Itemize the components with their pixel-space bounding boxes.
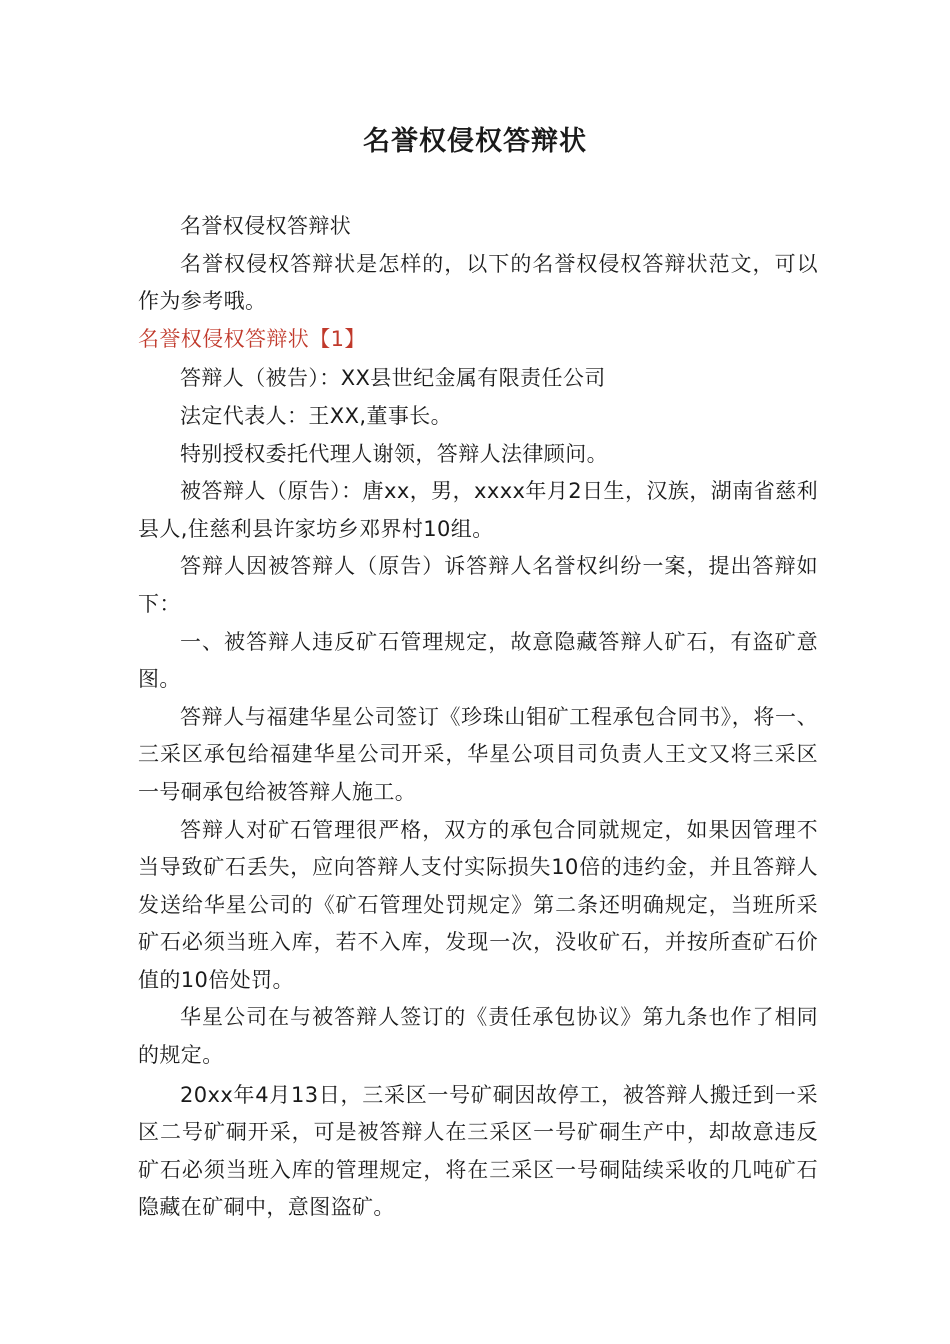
agreement-paragraph: 华星公司在与被答辩人签订的《责任承包协议》第九条也作了相同的规定。: [138, 1005, 818, 1068]
agent-paragraph: 特别授权委托代理人谢领，答辩人法律顾问。: [180, 441, 608, 466]
point-one-paragraph: 一、被答辩人违反矿石管理规定，故意隐藏答辩人矿石，有盗矿意图。: [138, 629, 818, 692]
plaintiff-paragraph: 被答辩人（原告）：唐xx，男，xxxx年月2日生，汉族，湖南省慈利县人,住慈利县许家坊乡邓界村10组。: [138, 479, 818, 541]
reply-intro-paragraph: 答辩人因被答辩人（原告）诉答辩人名誉权纠纷一案，提出答辩如下：: [138, 554, 818, 616]
management-paragraph: 答辩人对矿石管理很严格，双方的承包合同就规定，如果因管理不当导致矿石丢失，应向答辩人支付实际损失10倍的违约金，并且答辩人发送给华星公司的《矿石管理处罚规定》第二条还明确规定，当班所采矿石必须当班入库，若不入库，发现一次，没收矿石，并按所查矿石价值的10倍处罚。: [138, 817, 818, 992]
contract-paragraph: 答辩人与福建华星公司签订《珍珠山钼矿工程承包合同书》，将一、三采区承包给福建华星公司开采，华星公项目司负责人王文又将三采区一号硐承包给被答辩人施工。: [138, 704, 818, 804]
intro-title-paragraph: 名誉权侵权答辩状: [180, 214, 352, 238]
legal-representative-paragraph: 法定代表人：王XX,董事长。: [180, 403, 453, 428]
intro-paragraph: 名誉权侵权答辩状是怎样的，以下的名誉权侵权答辩状范文，可以作为参考哦。: [138, 251, 818, 314]
section-heading: 名誉权侵权答辩状【1】: [138, 326, 366, 351]
incident-paragraph: 20xx年4月13日，三采区一号矿硐因故停工，被答辩人搬迁到一采区二号矿硐开采，可是被答辩人在三采区一号矿硐生产中，却故意违反矿石必须当班入库的管理规定，将在三采区一号硐陆续采收的几吨矿石隐藏在矿硐中，意图盗矿。: [138, 1082, 818, 1220]
document-body: [138, 208, 818, 1227]
respondent-paragraph: 答辩人（被告）：XX县世纪金属有限责任公司: [180, 366, 606, 391]
document-title: 名誉权侵权答辩状: [363, 126, 587, 157]
